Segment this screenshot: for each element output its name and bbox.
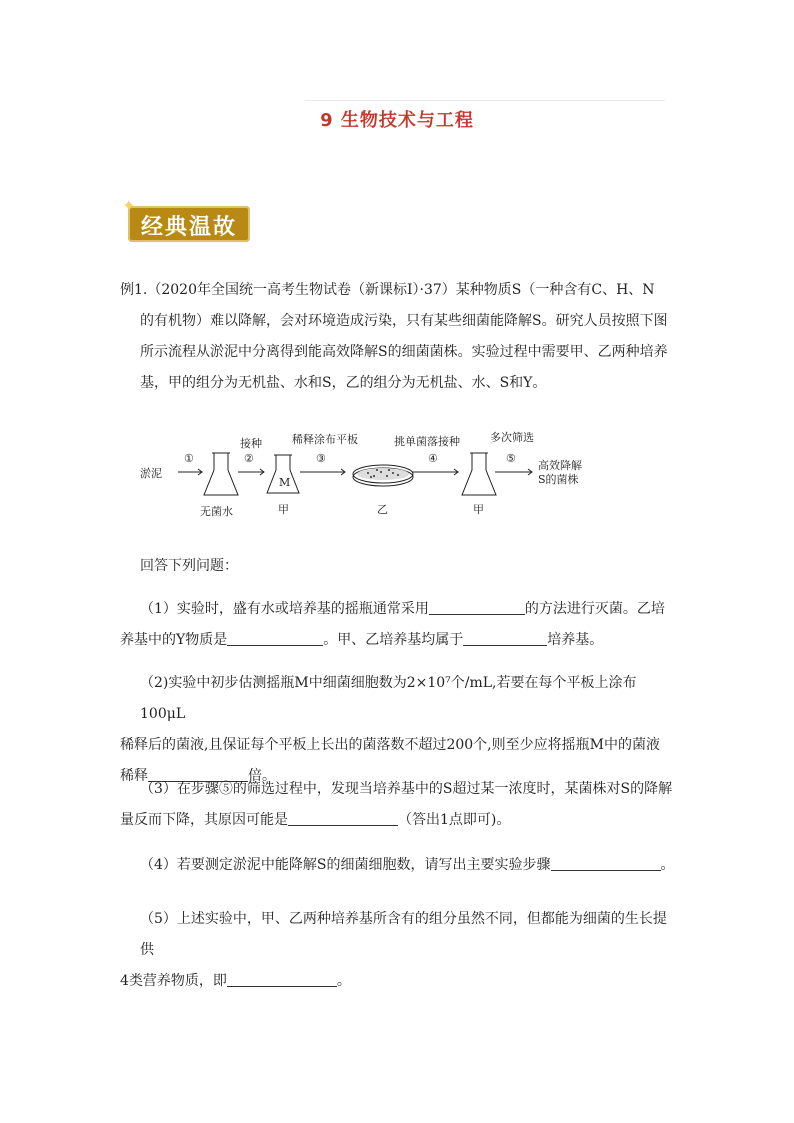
page-title: 9 生物技术与工程 <box>320 110 474 131</box>
q1-text-a: （1）实验时，盛有水或培养基的摇瓶通常采用 <box>140 601 429 617</box>
q3-answer-blank[interactable] <box>288 809 398 826</box>
sub-question-1 <box>120 594 680 656</box>
above-step-5: 多次筛选 <box>490 431 534 444</box>
above-step-4: 挑单菌落接种 <box>394 435 460 448</box>
step-5-label: ⑤ <box>506 452 516 465</box>
below-flask-1: 无菌水 <box>200 505 233 518</box>
q1-text-b: 的方法进行灭菌。乙培 <box>524 601 665 617</box>
diagram-start-label: 淤泥 <box>140 467 162 480</box>
stem-line-4: 基，甲的组分为无机盐、水和S，乙的组分为无机盐、水、S和Y。 <box>140 375 547 391</box>
flask-m-label: M <box>279 476 291 489</box>
q3-text-b: 量反而下降，其原因可能是 <box>120 812 288 828</box>
step-2-label: ② <box>244 452 254 465</box>
q2-line-1: （2)实验中初步估测摇瓶M中细菌细胞数为2×10⁷个/mL,若要在每个平板上涂布100μL <box>140 675 637 722</box>
q1-text-d: 。甲、乙培养基均属于 <box>323 632 464 648</box>
step-1-label: ① <box>184 452 194 465</box>
above-step-3: 稀释涂布平板 <box>292 433 358 446</box>
section-badge <box>122 196 250 242</box>
q4-answer-blank[interactable] <box>551 854 661 871</box>
q3-line-1: （3）在步骤⑤的筛选过程中，发现当培养基中的S超过某一浓度时，某菌株对S的降解 <box>140 781 673 797</box>
q3-text-c: （答出1点即可)。 <box>398 812 511 828</box>
q2-text-d: 倍。 <box>248 768 276 784</box>
result-line-2: S的菌株 <box>538 473 579 486</box>
above-step-2: 接种 <box>240 437 262 450</box>
header-rule <box>305 100 665 101</box>
below-flask-3: 甲 <box>473 503 484 516</box>
answer-prompt <box>120 551 680 582</box>
step-3-label: ③ <box>316 452 326 465</box>
sub-question-5 <box>120 904 680 997</box>
sub-question-3 <box>120 774 680 836</box>
below-dish: 乙 <box>377 503 388 516</box>
q5-line-1: （5）上述实验中，甲、乙两种培养基所含有的组分虽然不同，但都能为细菌的生长提供 <box>140 911 667 958</box>
flask-icon <box>204 453 238 495</box>
step-4-label: ④ <box>428 452 438 465</box>
q5-answer-blank[interactable] <box>227 970 337 987</box>
flask-icon <box>462 453 496 495</box>
prompt-text: 回答下列问题： <box>140 558 238 574</box>
stem-line-3: 所示流程从淤泥中分离得到能高效降解S的细菌菌株。实验过程中需要甲、乙两种培养 <box>140 344 668 360</box>
stem-line-1: 例1.（2020年全国统一高考生物试卷（新课标Ⅰ）·37）某种物质S（一种含有C、H、N <box>120 282 655 298</box>
q4-text-b: 。 <box>660 857 675 873</box>
badge-label: 经典温故 <box>140 215 237 240</box>
stem-line-2: 的有机物）难以降解，会对环境造成污染，只有某些细菌能降解S。研究人员按照下图 <box>140 313 668 329</box>
q5-text-c: 。 <box>336 973 351 989</box>
question-stem <box>120 275 680 399</box>
experiment-flow-diagram <box>140 425 610 520</box>
star-icon: ✦ <box>122 196 136 215</box>
below-flask-2: 甲 <box>278 503 289 516</box>
q1-text-c: 养基中的Y物质是 <box>120 632 228 648</box>
q5-text-b: 4类营养物质，即 <box>120 973 227 989</box>
q1-answer-blank-2[interactable] <box>227 629 323 646</box>
q1-text-e: 培养基。 <box>547 632 604 648</box>
sub-question-4 <box>120 850 680 881</box>
q2-text-c: 稀释 <box>120 768 148 784</box>
result-line-1: 高效降解 <box>538 459 582 472</box>
q1-answer-blank-3[interactable] <box>463 629 547 646</box>
q1-answer-blank-1[interactable] <box>429 598 525 615</box>
q2-line-2: 稀释后的菌液,且保证每个平板上长出的菌落数不超过200个,则至少应将摇瓶M中的菌液 <box>120 737 660 753</box>
q4-text-a: （4）若要测定淤泥中能降解S的细菌细胞数，请写出主要实验步骤 <box>140 857 551 873</box>
